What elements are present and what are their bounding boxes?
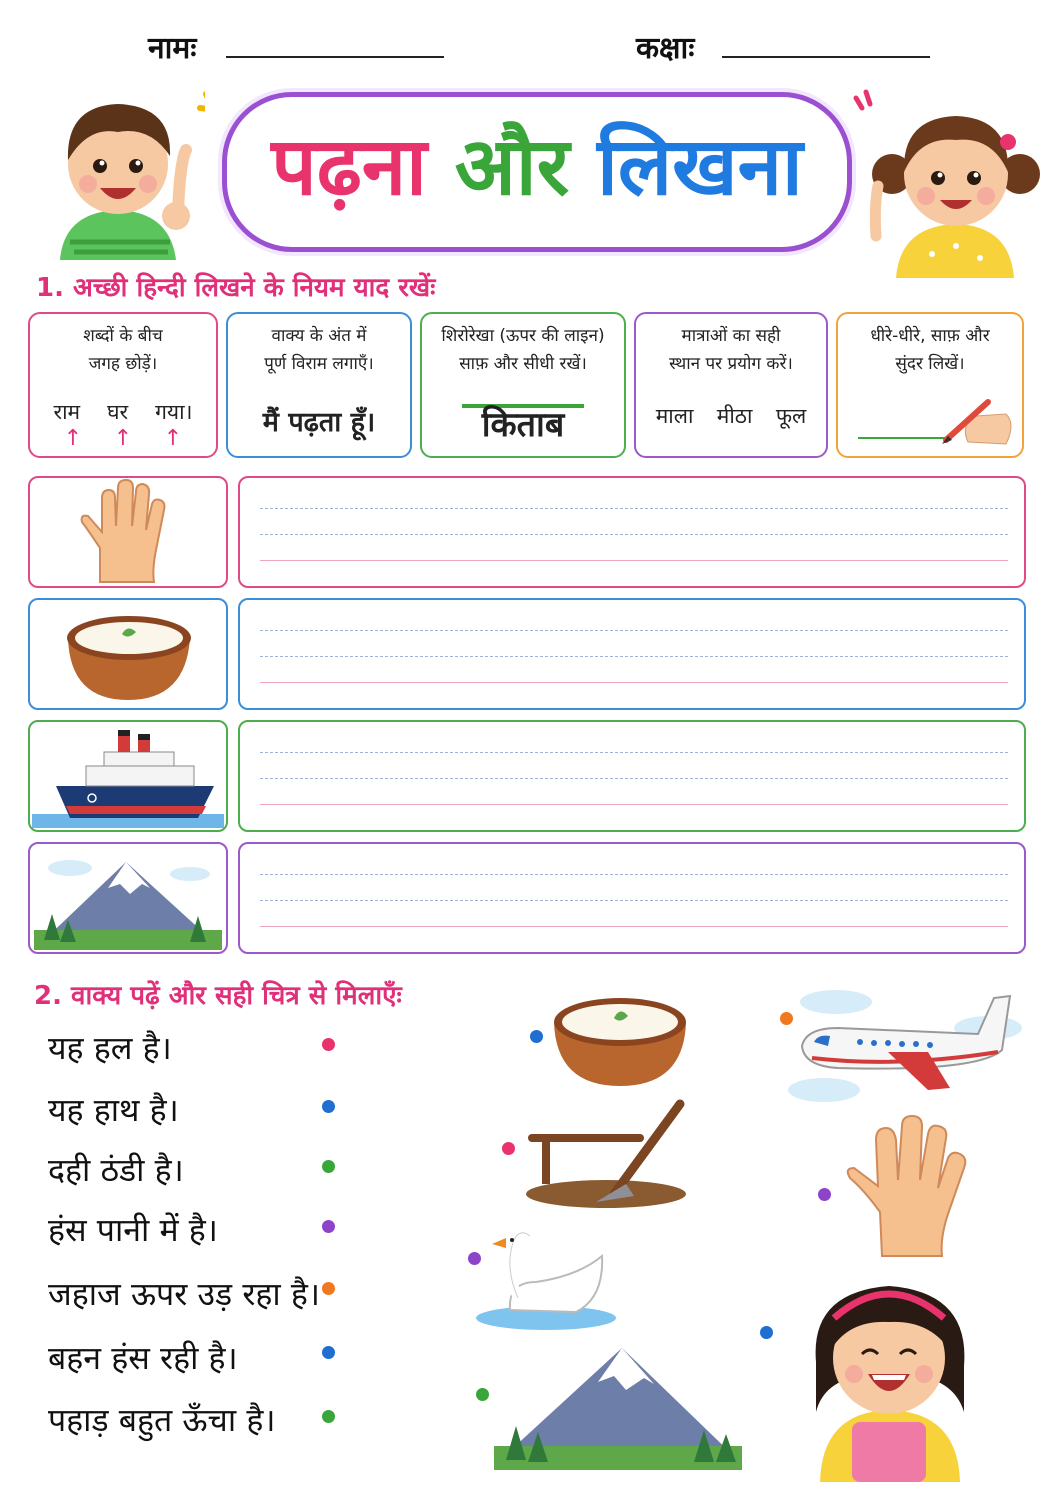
picture-box-mountain: [28, 842, 228, 954]
rule-card-neat-writing: [836, 312, 1024, 458]
arrow-up-icon: ↑: [113, 426, 133, 451]
title-part-2: और: [454, 120, 570, 213]
class-label: कक्षाः: [636, 31, 695, 66]
sentence-2: यह हाथ है।: [48, 1091, 179, 1129]
sentence-4: हंस पानी में है।: [48, 1211, 218, 1249]
name-label: नामः: [148, 31, 197, 66]
example-word: फूल: [775, 404, 807, 428]
title-part-3: लिखना: [597, 120, 803, 213]
rule-card-shirorekha: [420, 312, 626, 458]
mountain-picture: [30, 844, 226, 952]
rule-card-full-stop: [226, 312, 412, 458]
rule-text-line: मात्राओं का सही: [681, 326, 781, 346]
rule-card-matra: [634, 312, 828, 458]
page-title: [222, 112, 852, 222]
girl-picture: [852, 86, 1042, 278]
sentence-7: पहाड़ बहुत ऊँचा है।: [48, 1401, 276, 1439]
example-word: घर: [107, 400, 129, 424]
writing-lines-2[interactable]: [238, 598, 1026, 710]
picture-box-curd: [28, 598, 228, 710]
match-dot[interactable]: [322, 1160, 335, 1173]
name-field[interactable]: [226, 56, 444, 58]
writing-lines-4[interactable]: [238, 842, 1026, 954]
arrow-up-icon: ↑: [63, 426, 83, 451]
example-word: माला: [655, 404, 694, 428]
title-part-1: पढ़ना: [271, 120, 427, 213]
airplane-picture: [778, 972, 1032, 1108]
hand-writing-icon: [856, 394, 1016, 452]
class-field[interactable]: [722, 56, 930, 58]
match-dot[interactable]: [502, 1142, 515, 1155]
boy-picture: [30, 82, 205, 260]
example-word: राम: [53, 400, 81, 424]
match-dot[interactable]: [476, 1388, 489, 1401]
rule-text-line: वाक्य के अंत में: [271, 326, 367, 346]
example-word: किताब: [481, 405, 565, 445]
curd-bowl-picture: [548, 992, 692, 1090]
rule-card-spacing: [28, 312, 218, 458]
curd-bowl-picture: [30, 600, 226, 708]
match-dot[interactable]: [322, 1038, 335, 1051]
match-dot[interactable]: [530, 1030, 543, 1043]
arrow-up-icon: ↑: [163, 426, 183, 451]
sentence-5: जहाज ऊपर उड़ रहा है।: [48, 1275, 320, 1313]
plough-picture: [516, 1098, 696, 1210]
rule-text-line: पूर्ण विराम लगाएँ।: [264, 354, 374, 374]
match-dot[interactable]: [760, 1326, 773, 1339]
ship-picture: [30, 722, 226, 830]
laughing-girl-picture: [792, 1262, 986, 1482]
rule-text-line: जगह छोड़ें।: [88, 354, 158, 374]
sentence-6: बहन हंस रही है।: [48, 1339, 238, 1377]
swan-picture: [470, 1226, 620, 1330]
match-dot[interactable]: [322, 1346, 335, 1359]
rule-text-line: साफ़ और सीधी रखें।: [459, 354, 587, 374]
match-dot[interactable]: [818, 1188, 831, 1201]
picture-box-hand: [28, 476, 228, 588]
section1-heading: 1. अच्छी हिन्दी लिखने के नियम याद रखेंः: [36, 273, 436, 303]
writing-lines-3[interactable]: [238, 720, 1026, 832]
example-word: गया।: [155, 400, 193, 424]
example-sentence: मैं पढ़ता हूँ।: [262, 407, 376, 438]
match-dot[interactable]: [322, 1410, 335, 1423]
sentence-3: दही ठंडी है।: [48, 1151, 184, 1189]
hand-picture: [30, 478, 226, 586]
rule-text-line: स्थान पर प्रयोग करें।: [669, 354, 793, 374]
sentence-1: यह हल है।: [48, 1029, 172, 1067]
match-dot[interactable]: [322, 1100, 335, 1113]
rule-text-line: शब्दों के बीच: [83, 326, 163, 346]
match-dot[interactable]: [322, 1282, 335, 1295]
rule-text-line: शिरोरेखा (ऊपर की लाइन): [441, 326, 605, 346]
match-dot[interactable]: [322, 1220, 335, 1233]
example-word: मीठा: [716, 404, 753, 428]
writing-lines-1[interactable]: [238, 476, 1026, 588]
rule-text-line: धीरे-धीरे, साफ़ और: [870, 326, 990, 346]
section2-heading: 2. वाक्य पढ़ें और सही चित्र से मिलाएँः: [34, 981, 402, 1011]
hand-picture: [838, 1114, 970, 1260]
rule-text-line: सुंदर लिखें।: [895, 354, 965, 374]
picture-box-ship: [28, 720, 228, 832]
mountain-picture: [494, 1340, 742, 1470]
